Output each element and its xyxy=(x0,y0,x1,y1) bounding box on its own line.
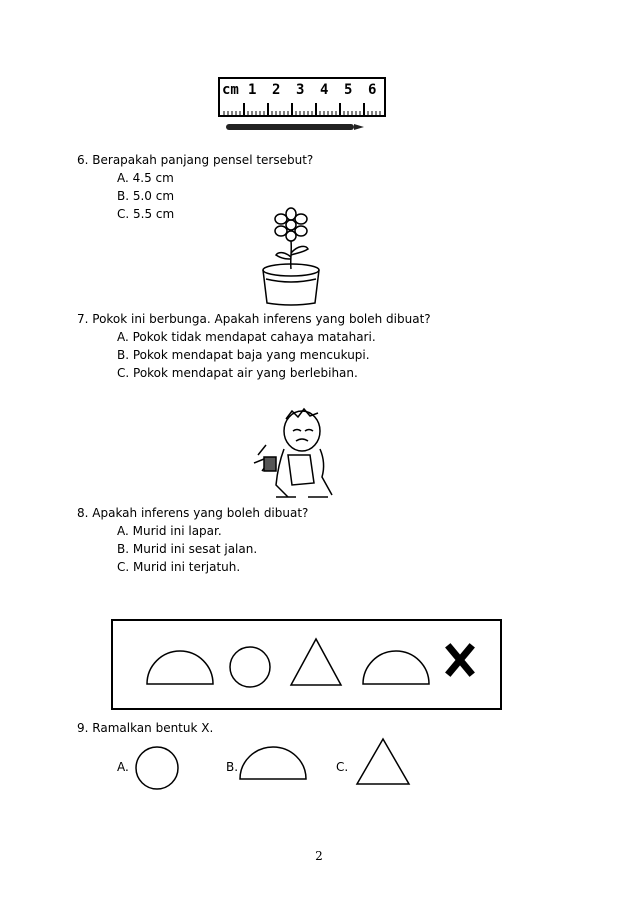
ruler-tick-5: 5 xyxy=(344,82,353,98)
crying-student-image xyxy=(248,405,336,500)
triangle-shape xyxy=(355,737,411,787)
ruler-unit: cm xyxy=(222,82,239,98)
flower-pot-svg xyxy=(258,207,324,307)
q9-option-a-shape xyxy=(134,745,180,791)
page-number: 2 xyxy=(315,849,323,863)
q6-question: 6. Berapakah panjang pensel tersebut? xyxy=(77,153,314,167)
q9-option-c-shape xyxy=(355,737,411,787)
pattern-semicircle-1 xyxy=(147,651,213,684)
q8-option-a: A. Murid ini lapar. xyxy=(117,524,222,538)
q8-option-b: B. Murid ini sesat jalan. xyxy=(117,542,258,556)
q6-option-a: A. 4.5 cm xyxy=(117,171,174,185)
ruler-tick-2: 2 xyxy=(272,82,281,98)
shape-pattern xyxy=(111,619,502,710)
ruler-tick-1: 1 xyxy=(248,82,257,98)
ruler-image xyxy=(218,77,388,135)
q7-option-b: B. Pokok mendapat baja yang mencukupi. xyxy=(117,348,370,362)
q6-option-b: B. 5.0 cm xyxy=(117,189,175,203)
q9-option-b-shape xyxy=(238,744,308,782)
q9-option-c-label: C. xyxy=(336,760,349,774)
q6-option-c: C. 5.5 cm xyxy=(117,207,175,221)
circle-shape xyxy=(134,745,180,791)
pattern-triangle xyxy=(291,639,341,685)
pattern-circle xyxy=(230,647,270,687)
pattern-semicircle-2 xyxy=(363,651,429,684)
q9-option-a-label: A. xyxy=(117,760,129,774)
q9-question: 9. Ramalkan bentuk X. xyxy=(77,721,214,735)
q7-option-c: C. Pokok mendapat air yang berlebihan. xyxy=(117,366,358,380)
semicircle-shape xyxy=(238,744,308,782)
q9-option-b-label: B. xyxy=(226,760,239,774)
ruler-tick-6: 6 xyxy=(368,82,377,98)
ruler-tick-3: 3 xyxy=(296,82,305,98)
q7-option-a: A. Pokok tidak mendapat cahaya matahari. xyxy=(117,330,376,344)
flower-pot-image xyxy=(258,207,324,307)
q8-question: 8. Apakah inferens yang boleh dibuat? xyxy=(77,506,309,520)
ruler-tick-4: 4 xyxy=(320,82,329,98)
pattern-x-mark xyxy=(450,648,470,672)
crying-student-svg xyxy=(248,405,336,500)
q8-option-c: C. Murid ini terjatuh. xyxy=(117,560,241,574)
q7-question: 7. Pokok ini berbunga. Apakah inferens yang boleh dibuat? xyxy=(77,312,431,326)
shape-pattern-svg xyxy=(111,619,502,710)
